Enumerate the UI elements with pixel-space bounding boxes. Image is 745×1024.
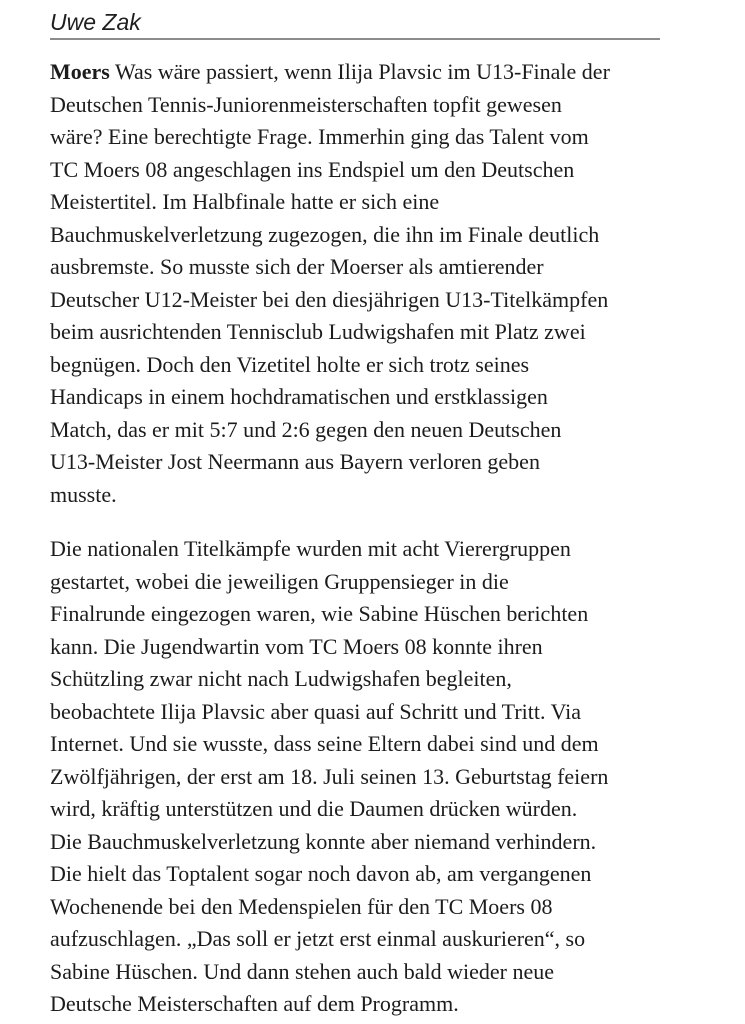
text-line: beobachtete Ilija Plavsic aber quasi auf Schritt und Tritt. Via [50,698,582,724]
text-line: Finalrunde eingezogen waren, wie Sabine Hüschen berichten [50,601,589,626]
text-line: U13-Meister Jost Neermann aus Bayern verloren geben [50,449,540,474]
paragraph-2 [50,533,705,1021]
text-line: begnügen. Doch den Vizetitel holte er sich trotz seines [50,351,530,377]
text-line-lead [50,59,610,84]
lead-text: Was wäre passiert, wenn Ilija Plavsic im U13-Finale der [114,59,610,84]
text-line: Sabine Hüschen. Und dann stehen auch bald wieder neue [50,958,555,984]
text-line: Handicaps in einem hochdramatischen und erstklassigen [50,384,548,409]
byline-header [50,9,705,40]
text-line: Deutscher U12-Meister bei den diesjährigen U13-Titelkämpfen [50,286,609,312]
text-line: Bauchmuskelverletzung zugezogen, die ihn im Finale deutlich [50,221,600,247]
text-line: musste. [50,481,117,507]
article-body [50,56,705,1021]
text-line: Wochenende bei den Medenspielen für den TC Moers 08 [50,893,553,919]
text-line: wird, kräftig unterstützen und die Daumen drücken würden. [50,796,578,821]
text-line: Die Bauchmuskelverletzung konnte aber niemand verhindern. [50,828,597,854]
text-line: Zwölfjährigen, der erst am 18. Juli seinen 13. Geburtstag feiern [50,763,609,789]
text-line: gestartet, wobei die jeweiligen Gruppensieger in die [50,568,509,594]
text-line: Die nationalen Titelkämpfe wurden mit acht Vierergruppen [50,536,571,561]
location-tag: Moers [50,59,110,84]
text-line: Schützling zwar nicht nach Ludwigshafen begleiten, [50,666,512,691]
text-line: Match, das er mit 5:7 und 2:6 gegen den neuen Deutschen [50,416,562,442]
text-line: Internet. Und sie wusste, dass seine Eltern dabei sind und dem [50,731,599,756]
text-line: aufzuschlagen. „Das soll er jetzt erst einmal auskurieren“, so [50,926,586,951]
text-line: Meistertitel. Im Halbfinale hatte er sich eine [50,189,440,214]
text-line: Deutschen Tennis-Juniorenmeisterschaften topfit gewesen [50,91,562,117]
text-line: kann. Die Jugendwartin vom TC Moers 08 konnte ihren [50,633,543,659]
byline-divider [50,38,660,40]
text-line: Deutsche Meisterschaften auf dem Programm. [50,991,459,1016]
text-line: ausbremste. So musste sich der Moerser als amtierender [50,254,544,279]
text-line: beim ausrichtenden Tennisclub Ludwigshafen mit Platz zwei [50,319,586,344]
text-line: wäre? Eine berechtigte Frage. Immerhin ging das Talent vom [50,124,589,149]
paragraph-1 [50,56,705,511]
text-line: TC Moers 08 angeschlagen ins Endspiel um den Deutschen [50,156,575,182]
text-line: Die hielt das Toptalent sogar noch davon ab, am vergangenen [50,861,592,886]
byline-author: Uwe Zak [50,9,141,35]
